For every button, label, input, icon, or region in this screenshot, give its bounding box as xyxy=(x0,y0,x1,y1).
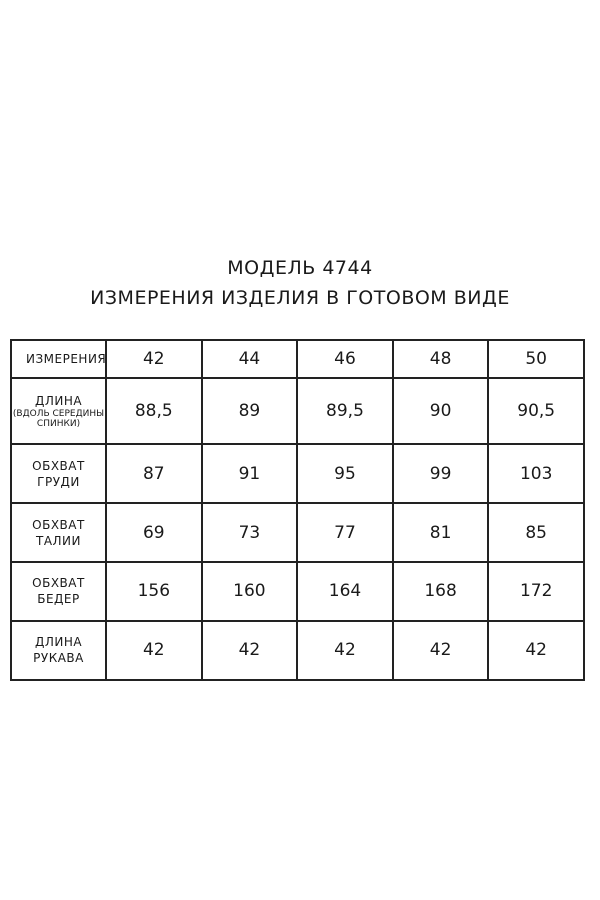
value-cell: 99 xyxy=(393,444,489,503)
value-cell: 168 xyxy=(393,562,489,621)
row-label: ОБХВАТ ТАЛИИ xyxy=(32,517,85,548)
value-cell: 42 xyxy=(488,621,584,680)
value-cell: 91 xyxy=(202,444,298,503)
value-cell: 172 xyxy=(488,562,584,621)
value-cell: 103 xyxy=(488,444,584,503)
value-cell: 42 xyxy=(202,621,298,680)
table-row xyxy=(11,621,584,680)
value-cell: 90 xyxy=(393,378,489,444)
value-cell: 46 xyxy=(297,340,393,378)
table-row xyxy=(11,503,584,562)
row-label: ИЗМЕРЕНИЯ xyxy=(26,352,107,367)
value-cell: 88,5 xyxy=(106,378,202,444)
value-cell: 164 xyxy=(297,562,393,621)
model-title: МОДЕЛЬ 4744 xyxy=(227,257,373,279)
value-cell: 160 xyxy=(202,562,298,621)
value-cell: 44 xyxy=(202,340,298,378)
value-cell: 48 xyxy=(393,340,489,378)
table-row xyxy=(11,444,584,503)
row-label: ДЛИНА xyxy=(34,394,83,409)
row-header xyxy=(11,340,106,378)
row-header xyxy=(11,378,106,444)
value-cell: 50 xyxy=(488,340,584,378)
value-cell: 85 xyxy=(488,503,584,562)
value-cell: 69 xyxy=(106,503,202,562)
row-header xyxy=(11,562,106,621)
row-label: ДЛИНА РУКАВА xyxy=(33,635,84,666)
value-cell: 77 xyxy=(297,503,393,562)
value-cell: 42 xyxy=(106,621,202,680)
value-cell: 73 xyxy=(202,503,298,562)
size-table xyxy=(10,339,585,681)
row-header xyxy=(11,503,106,562)
row-header xyxy=(11,621,106,680)
value-cell: 95 xyxy=(297,444,393,503)
table-row xyxy=(11,378,584,444)
value-cell: 90,5 xyxy=(488,378,584,444)
row-note: (ВДОЛЬ СЕРЕДИНЫ СПИНКИ) xyxy=(12,409,105,430)
table-row xyxy=(11,340,584,378)
table-row xyxy=(11,562,584,621)
value-cell: 89,5 xyxy=(297,378,393,444)
value-cell: 42 xyxy=(393,621,489,680)
value-cell: 81 xyxy=(393,503,489,562)
row-label: ОБХВАТ ГРУДИ xyxy=(32,458,85,489)
value-cell: 87 xyxy=(106,444,202,503)
value-cell: 89 xyxy=(202,378,298,444)
value-cell: 42 xyxy=(297,621,393,680)
row-label: ОБХВАТ БЕДЕР xyxy=(32,576,85,607)
value-cell: 42 xyxy=(106,340,202,378)
value-cell: 156 xyxy=(106,562,202,621)
table-subtitle: ИЗМЕРЕНИЯ ИЗДЕЛИЯ В ГОТОВОМ ВИДЕ xyxy=(90,287,510,309)
row-header xyxy=(11,444,106,503)
